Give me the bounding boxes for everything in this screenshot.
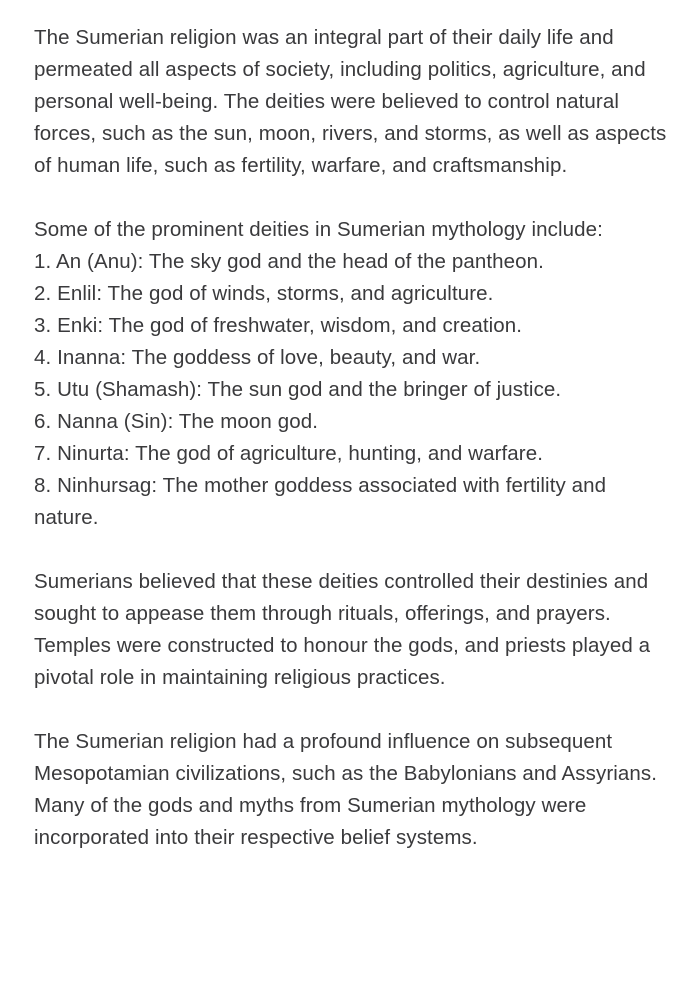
paragraph-spacer [34,694,674,726]
deity-list-item-ninhursag: 8. Ninhursag: The mother goddess associated with fertility and nature. [34,474,607,529]
paragraph-spacer [34,182,674,214]
paragraph-spacer [34,534,674,566]
destinies-paragraph: Sumerians believed that these deities controlled their destinies and sought to appease them through rituals, offerings, and prayers. Temples were constructed to honour the gods, and priests played a pivotal role in maintaining religious practices. [34,570,651,689]
deity-list-item-nanna: 6. Nanna (Sin): The moon god. [34,410,318,433]
deity-list-item-enlil: 2. Enlil: The god of winds, storms, and agriculture. [34,282,494,305]
deity-list-item-utu: 5. Utu (Shamash): The sun god and the bringer of justice. [34,378,562,401]
deity-list-item-an: 1. An (Anu): The sky god and the head of the pantheon. [34,250,544,273]
deity-list-item-enki: 3. Enki: The god of freshwater, wisdom, and creation. [34,314,523,337]
deity-list-item-inanna: 4. Inanna: The goddess of love, beauty, and war. [34,346,481,369]
message-body [34,22,674,854]
deity-list-intro: Some of the prominent deities in Sumerian mythology include: [34,218,603,241]
intro-paragraph: The Sumerian religion was an integral part of their daily life and permeated all aspects of society, including politics, agriculture, and personal well-being. The deities were believed to control natural forces, such as the sun, moon, rivers, and storms, as well as aspects of human life, such as fertility, warfare, and craftsmanship. [34,26,667,177]
influence-paragraph: The Sumerian religion had a profound influence on subsequent Mesopotamian civilizations, such as the Babylonians and Assyrians. Many of the gods and myths from Sumerian mythology were incorporated into their respective belief systems. [34,730,658,849]
deity-list [34,246,674,534]
deity-list-item-ninurta: 7. Ninurta: The god of agriculture, hunting, and warfare. [34,442,544,465]
